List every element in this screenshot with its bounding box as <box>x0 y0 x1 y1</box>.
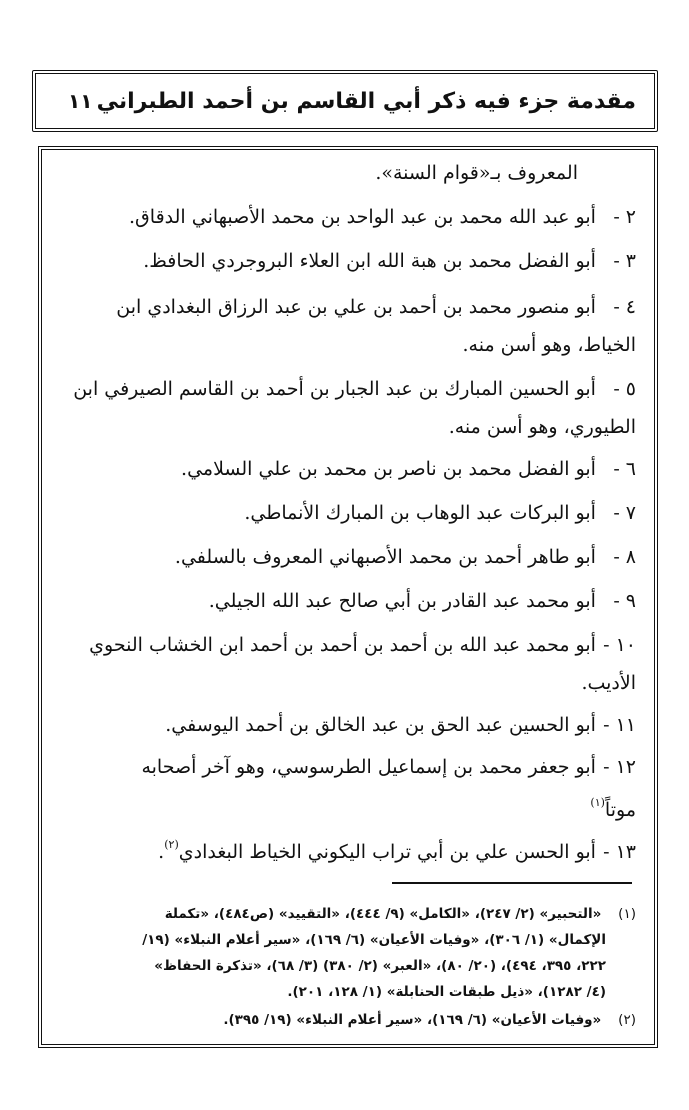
list-item-continuation: الطيوري، وهو أسن منه. <box>448 416 636 438</box>
footnote-ref[interactable]: (١) <box>590 796 605 809</box>
list-item-continuation: الأديب. <box>581 672 636 694</box>
list-item: ٢ - أبو عبد الله محمد بن عبد الواحد بن محمد الأصبهاني الدقاق. <box>129 206 636 228</box>
list-item: ٤ - أبو منصور محمد بن أحمد بن علي بن عبد الرزاق البغدادي ابن <box>116 296 636 318</box>
list-item: ٩ - أبو محمد عبد القادر بن أبي صالح عبد الله الجيلي. <box>208 590 636 612</box>
footnote-continuation: ٢٢٢، ٣٩٥، ٤٩٤)، (٢٠/ ٨٠)، «العبر» (٢/ ٣٨٠) (٣/ ٦٨)، «تذكرة الحفاظ» <box>154 958 606 974</box>
footnote-continuation: (٤/ ١٢٨٢)، «ذيل طبقات الحنابلة» (١/ ١٢٨، ٢٠١). <box>287 984 606 1000</box>
list-item: ٥ - أبو الحسين المبارك بن عبد الجبار بن أحمد بن القاسم الصيرفي ابن <box>73 378 636 400</box>
list-item: ١٢ - أبو جعفر محمد بن إسماعيل الطرسوسي، وهو آخر أصحابه <box>141 756 636 778</box>
footnote-continuation: الإكمال» (١/ ٣٠٦)، «وفيات الأعيان» (٦/ ١٦٩)، «سير أعلام النبلاء» (١٩/ <box>142 932 606 948</box>
list-item-continuation: موتاً$^{(١)}$ <box>590 796 636 821</box>
list-item-continuation: الخياط، وهو أسن منه. <box>462 334 636 356</box>
footnote: (٢) «وفيات الأعيان» (٦/ ١٦٩)، «سير أعلام النبلاء» (١٩/ ٣٩٥). <box>223 1012 636 1028</box>
list-item: ٨ - أبو طاهر أحمد بن محمد الأصبهاني المعروف بالسلفي. <box>174 546 636 568</box>
list-item: ٣ - أبو الفضل محمد بن هبة الله ابن العلاء البروجردي الحافظ. <box>143 250 636 272</box>
running-header <box>32 70 658 132</box>
text-line: المعروف بـ«قوام السنة». <box>375 162 578 184</box>
list-item: ٦ - أبو الفضل محمد بن ناصر بن محمد بن علي السلامي. <box>181 458 636 480</box>
list-item: ٧ - أبو البركات عبد الوهاب بن المبارك الأنماطي. <box>244 502 636 524</box>
list-item: ١٠ - أبو محمد عبد الله بن أحمد بن أحمد بن أحمد ابن الخشاب النحوي <box>89 634 636 656</box>
footnote-ref[interactable]: (٢) <box>164 838 179 851</box>
footnote: (١) «التحبير» (٢/ ٢٤٧)، «الكامل» (٩/ ٤٤٤)، «التقييد» (ص٤٨٤)، «تكملة <box>164 906 636 922</box>
footnote-divider <box>392 882 632 884</box>
header-title: مقدمة جزء فيه ذكر أبي القاسم بن أحمد الطبراني <box>96 88 636 114</box>
list-item: ١٣ - أبو الحسن علي بن أبي تراب اليكوني الخياط البغدادي$^{(٢)}$. <box>158 838 636 863</box>
page-number: ١١ <box>68 89 93 113</box>
list-item: ١١ - أبو الحسين عبد الحق بن عبد الخالق بن أحمد اليوسفي. <box>165 714 636 736</box>
